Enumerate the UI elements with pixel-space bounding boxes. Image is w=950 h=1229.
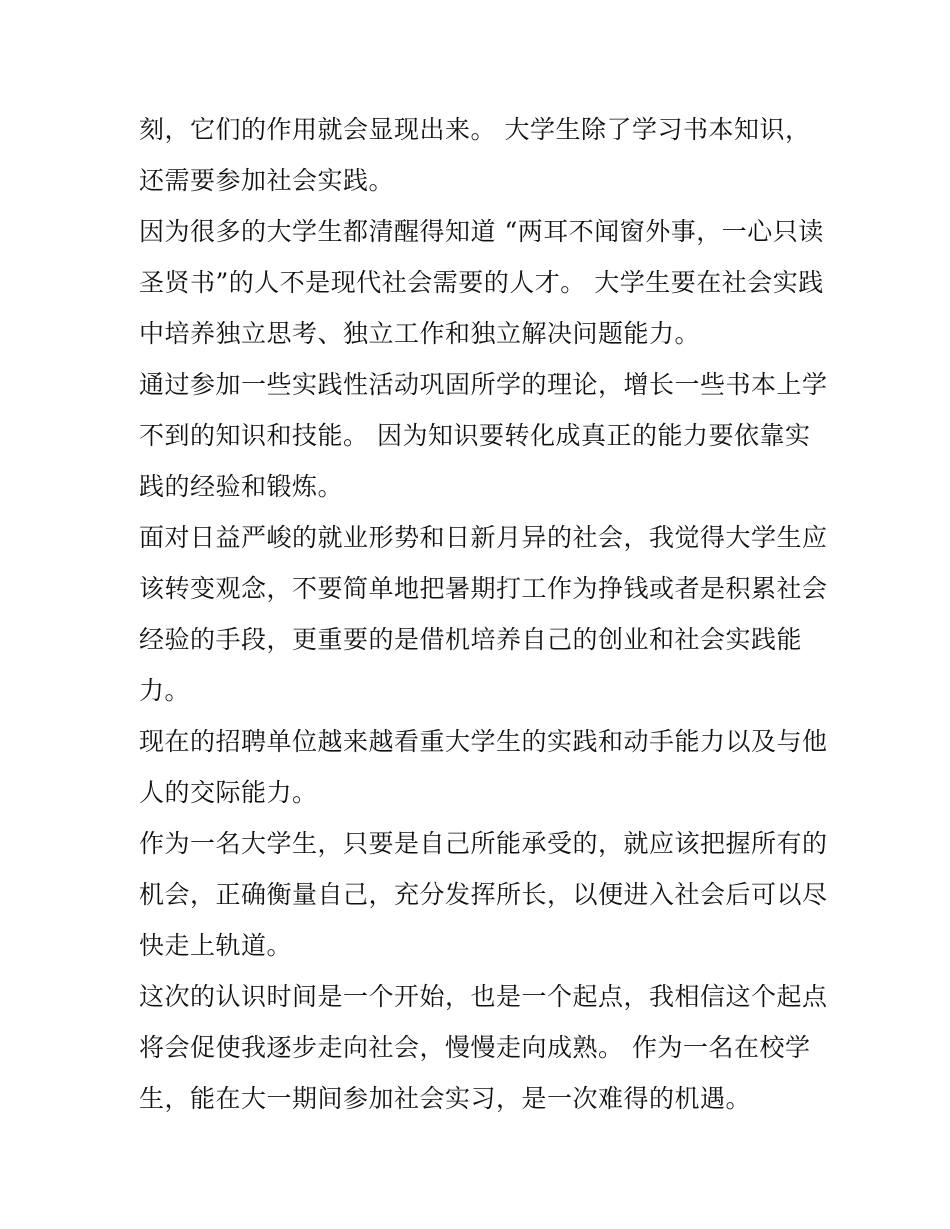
text-line: 这次的认识时间是一个开始，也是一个起点，我相信这个起点 (139, 982, 828, 1011)
text-line: 力。 (139, 676, 191, 705)
text-line: 经验的手段，更重要的是借机培养自己的创业和社会实践能 (139, 625, 803, 654)
text-line: 不到的知识和技能。 因为知识要转化成真正的能力要依靠实 (139, 421, 811, 450)
text-line: 践的经验和锻炼。 (139, 472, 344, 501)
text-line: 因为很多的大学生都清醒得知道 “两耳不闻窗外事，一心只读 (139, 217, 824, 246)
text-line: 机会，正确衡量自己，充分发挥所长，以便进入社会后可以尽 (139, 880, 828, 909)
text-line: 生，能在大一期间参加社会实习，是一次难得的机遇。 (139, 1084, 752, 1113)
text-line: 面对日益严峻的就业形势和日新月异的社会，我觉得大学生应 (139, 523, 828, 552)
text-line: 人的交际能力。 (139, 778, 318, 807)
text-line: 将会促使我逐步走向社会，慢慢走向成熟。 作为一名在校学 (139, 1033, 811, 1062)
text-line: 圣贤书”的人不是现代社会需要的人才。 大学生要在社会实践 (139, 268, 824, 297)
text-line: 通过参加一些实践性活动巩固所学的理论，增长一些书本上学 (139, 370, 828, 399)
text-line: 中培养独立思考、独立工作和独立解决问题能力。 (139, 319, 701, 348)
text-line: 现在的招聘单位越来越看重大学生的实践和动手能力以及与他 (139, 727, 828, 756)
text-line: 刻，它们的作用就会显现出来。 大学生除了学习书本知识， (139, 115, 811, 144)
document-body (139, 104, 828, 1124)
text-line: 该转变观念，不要简单地把暑期打工作为挣钱或者是积累社会 (139, 574, 828, 603)
text-line: 快走上轨道。 (139, 931, 293, 960)
text-line: 作为一名大学生，只要是自己所能承受的，就应该把握所有的 (139, 829, 828, 858)
text-line: 还需要参加社会实践。 (139, 166, 395, 195)
